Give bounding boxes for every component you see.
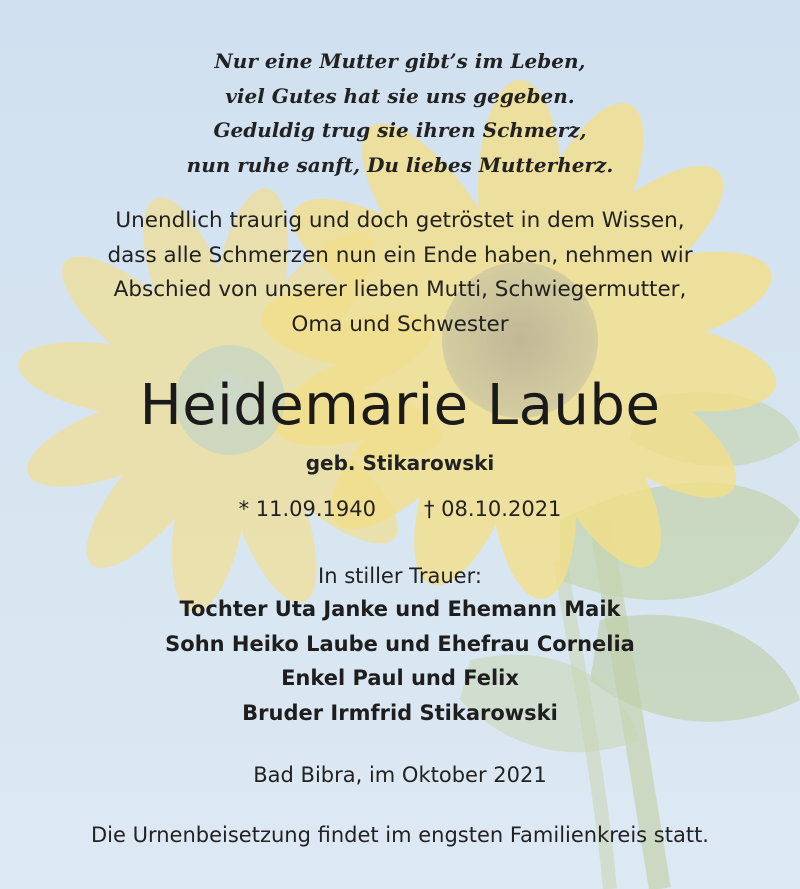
poem-line: viel Gutes hat sie uns gegeben. [225,83,575,108]
maiden-name: geb. Stikarowski [305,451,495,475]
mourner-line: Tochter Uta Janke und Ehemann Maik [179,597,621,621]
death-date: † 08.10.2021 [424,497,562,521]
mourner-line: Bruder Irmfrid Stikarowski [242,700,558,725]
birth-date: * 11.09.1940 [238,497,376,521]
burial-note: Die Urnenbeisetzung findet im engsten Familienkreis statt. [90,823,709,847]
poem [0,44,800,182]
poem-line: nun ruhe sanft, Du liebes Mutterherz. [186,152,614,177]
poem-line: Geduldig trug sie ihren Schmerz, [213,118,587,142]
intro-line: Abschied von unserer lieben Mutti, Schwiegermutter, [113,277,687,302]
life-dates [0,492,800,526]
place-date: Bad Bibra, im Oktober 2021 [253,763,547,787]
mourners-list [0,592,800,730]
mourner-line: Sohn Heiko Laube und Ehefrau Cornelia [165,631,635,656]
intro-line: dass alle Schmerzen nun ein Ende haben, nehmen wir [107,242,693,268]
mourner-line: Enkel Paul und Felix [281,666,519,690]
mourners-heading: In stiller Trauer: [318,564,482,588]
intro-text [0,204,800,342]
intro-line: Unendlich traurig und doch getröstet in dem Wissen, [115,208,685,233]
poem-line: Nur eine Mutter gibt’s im Leben, [214,49,586,73]
intro-line: Oma und Schwester [291,311,509,337]
deceased-name: Heidemarie Laube [139,373,661,438]
